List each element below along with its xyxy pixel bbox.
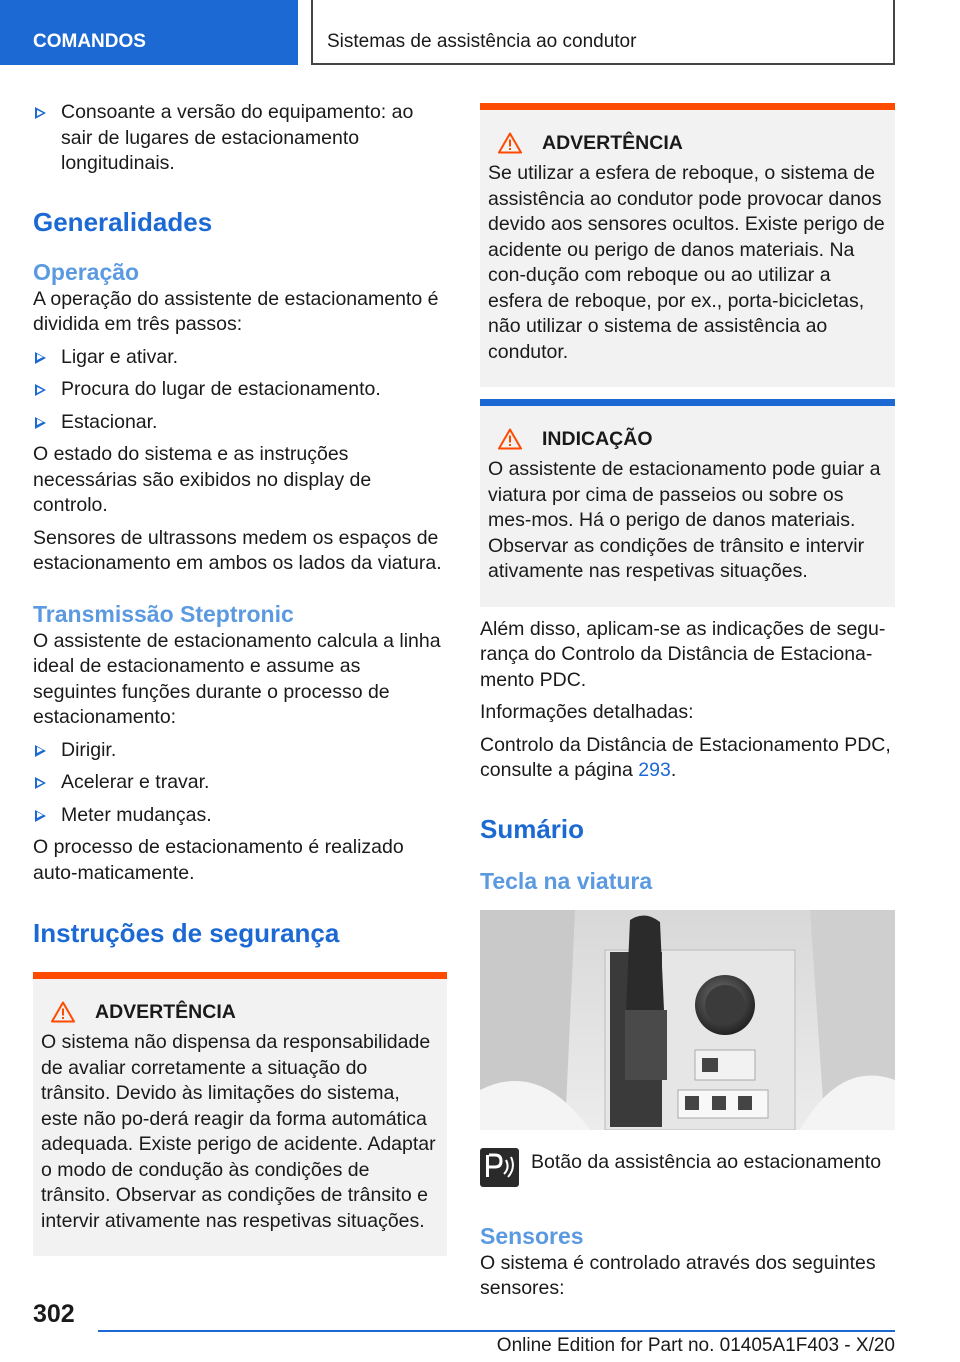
heading-sensores: Sensores [480,1222,584,1249]
paragraph: O estado do sistema e as instruções necessárias são exibidos no display de controlo. [33,443,372,516]
warning-triangle-icon [498,132,522,154]
triangle-bullet-icon [35,384,46,396]
paragraph: Além disso, aplicam-se as indicações de segu-rança do Controlo da Distância de Estaciona-mento PDC. [480,617,886,691]
paragraph: O assistente de estacionamento calcula a linha ideal de estacionamento e assume as seguintes funções durante o processo de estacionamento: [33,629,441,728]
list-item: Acelerar e travar. [33,770,447,796]
triangle-bullet-icon [35,777,46,789]
center-console-photo [480,910,895,1130]
triangle-bullet-icon [35,810,46,822]
warning-triangle-icon [51,1001,75,1023]
footer-edition: Online Edition for Part no. 01405A1F403 - X/20 [496,1335,895,1356]
note-box [480,399,895,607]
triangle-bullet-icon [35,745,46,757]
page-number: 302 [33,1300,75,1328]
list-item: Meter mudanças. [33,803,447,829]
header-chapter-title: Sistemas de assistência ao condutor [311,0,895,65]
paragraph: O sistema é controlado através dos seguintes sensores: [480,1251,876,1299]
paragraph: O processo de estacionamento é realizado auto-maticamente. [33,836,404,884]
triangle-bullet-icon [35,107,46,119]
triangle-bullet-icon [35,417,46,429]
warning-box [33,972,447,1256]
paragraph: A operação do assistente de estacionamento é dividida em três passos: [33,287,439,335]
paragraph: Informações detalhadas: [480,701,694,723]
button-caption: Botão da assistência ao estacionamento [531,1150,882,1173]
left-column [33,100,447,1256]
list-item: Dirigir. [33,738,447,764]
warning-triangle-icon [498,428,522,450]
parking-p-icon [480,1148,519,1187]
page-link-293[interactable]: 293 [638,759,671,781]
warning-text: Se utilizar a esfera de reboque, o sistema de assistência ao condutor pode provocar danos devido aos sensores ocultos. Existe perigo de acidente ou perigo de danos materiais. Na con-dução com reboque ou ao utilizar a esfera de reboque, por ex., porta-bicicletas, não utilizar o sistema de assistência ao condutor. [488,162,885,363]
note-title: INDICAÇÃO [488,426,887,452]
warning-title: ADVERTÊNCIA [41,999,439,1025]
heading-tecla: Tecla na viatura [480,867,653,894]
heading-seguranca: Instruções de segurança [33,918,340,948]
warning-text: O sistema não dispensa da responsabilidade de avaliar corretamente a situação do trânsito. Devido às limitações do sistema, este não po-derá reagir da forma automática adequada. Existe perigo de acidente. Adaptar o modo de condução às condições de trânsito. Observar as condições de trânsito e intervir ativamente nas respetivas situações. [41,1031,436,1232]
warning-box [480,103,895,387]
triangle-bullet-icon [35,352,46,364]
heading-operacao: Operação [33,258,140,285]
list-item: Ligar e ativar. [33,345,447,371]
paragraph: Sensores de ultrassons medem os espaços de estacionamento em ambos os lados da viatura. [33,526,442,574]
right-column [480,103,895,1309]
heading-generalidades: Generalidades [33,206,213,237]
footer-divider [98,1330,895,1332]
header-section-tab: COMANDOS [0,0,298,65]
warning-title: ADVERTÊNCIA [488,130,887,156]
heading-transmissao: Transmissão Steptronic [33,600,294,627]
list-item: Estacionar. [33,410,447,436]
note-text: O assistente de estacionamento pode guiar a viatura por cima de passeios ou sobre os mes-mos. Há o perigo de danos materiais. Observar as condições de trânsito e intervir ativamente nas respetivas situações. [488,458,881,582]
button-caption-row [480,1148,895,1187]
list-item: Procura do lugar de estacionamento. [33,377,447,403]
heading-sumario: Sumário [480,813,585,844]
parking-assistant-button-icon [480,1148,519,1187]
paragraph: Controlo da Distância de Estacionamento PDC, consulte a página 293. [480,733,891,781]
list-item: Consoante a versão do equipamento: ao sair de lugares de estacionamento longitudinais. [33,100,447,177]
